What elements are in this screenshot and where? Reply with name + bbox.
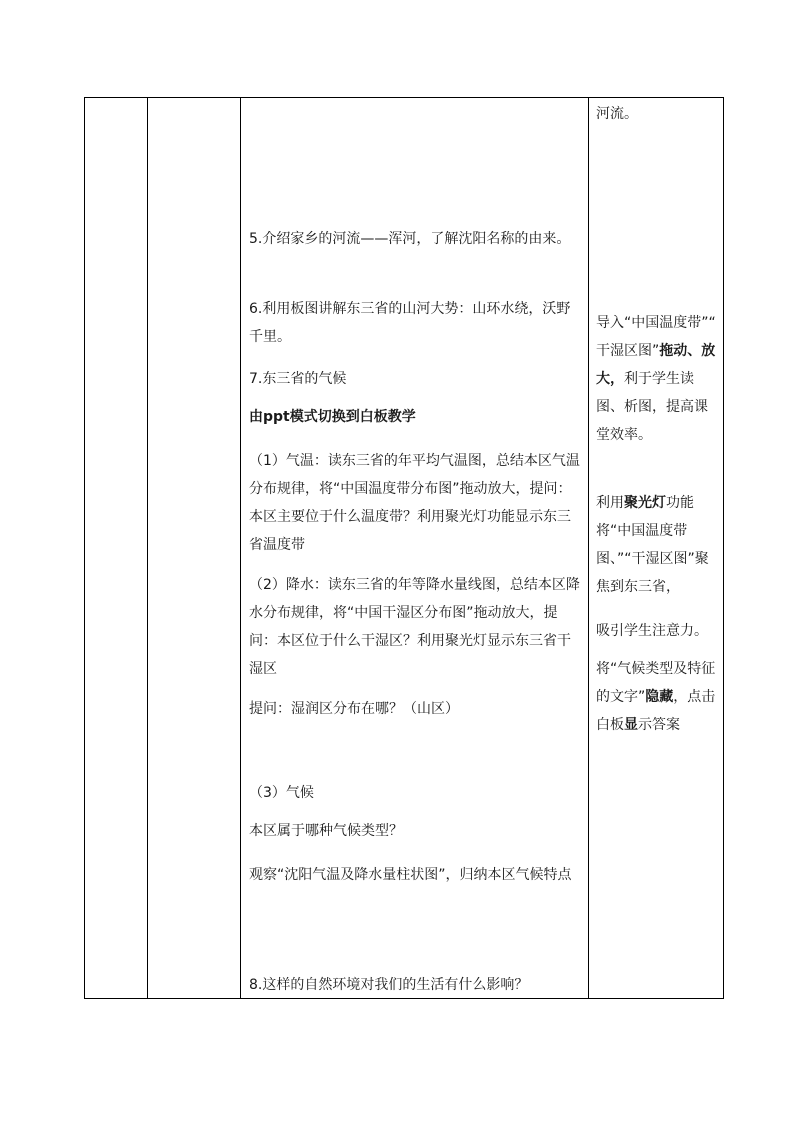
climate-type-question: 本区属于哪种气候类型？ bbox=[249, 823, 403, 839]
design-intent-cell bbox=[589, 98, 724, 999]
climate-heading: （3）气候 bbox=[249, 785, 314, 801]
mode-switch-text: 由ppt模式切换到白板教学 bbox=[249, 409, 416, 425]
step-8-text: 8.这样的自然环境对我们的生活有什么影响？ bbox=[249, 977, 529, 993]
step-6-text: 6.利用板图讲解东三省的山河大势：山环水绕，沃野千里。 bbox=[249, 301, 571, 345]
side-note-rivers: 河流。 bbox=[596, 106, 638, 122]
lesson-plan-table bbox=[84, 97, 724, 999]
column-2-cell bbox=[148, 98, 241, 999]
teaching-process-cell bbox=[241, 98, 589, 999]
temperature-text: （1）气温：读东三省的年平均气温图，总结本区气温分布规律，将“中国温度带分布图”拖动放大，提问：本区主要位于什么温度带？利用聚光灯功能显示东三省温度带 bbox=[249, 453, 580, 553]
humid-zone-question: 提问：湿润区分布在哪？（山区） bbox=[249, 701, 459, 717]
precipitation-text: （2）降水：读东三省的年等降水量线图，总结本区降水分布规律，将“中国干湿区分布图”拖动放大，提问：本区位于什么干湿区？利用聚光灯显示东三省干湿区 bbox=[249, 577, 580, 677]
side-note-import-maps: 导入“中国温度带”“ 干湿区图”拖动、放大，利于学生读图、析图，提高课堂效率。 bbox=[596, 315, 716, 443]
step-5-text: 5.介绍家乡的河流——浑河，了解沈阳名称的由来。 bbox=[249, 231, 571, 247]
table-row bbox=[85, 98, 724, 999]
side-note-attention: 吸引学生注意力。 bbox=[596, 623, 708, 639]
side-note-spotlight: 利用聚光灯功能将“中国温度带图、”“干湿区图”聚焦到东三省， bbox=[596, 495, 709, 595]
climate-chart-text: 观察“沈阳气温及降水量柱状图”，归纳本区气候特点 bbox=[249, 867, 572, 883]
column-1-cell bbox=[85, 98, 148, 999]
step-7-heading: 7.东三省的气候 bbox=[249, 371, 347, 387]
side-note-hide-show: 将“气候类型及特征的文字”隐藏，点击白板显示答案 bbox=[596, 661, 716, 733]
